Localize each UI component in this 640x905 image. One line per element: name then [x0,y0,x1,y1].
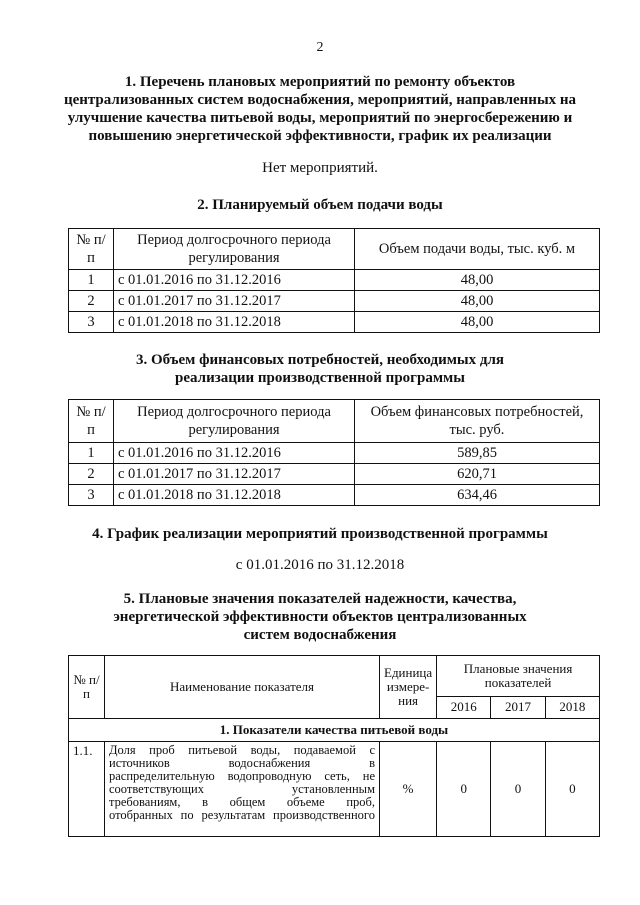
table-group-row: 1. Показатели качества питьевой воды [69,719,600,742]
finance-table [68,399,600,506]
table-row: 2 с 01.01.2017 по 31.12.2017 620,71 [69,464,600,485]
indicators-table [68,655,600,837]
section5-title: 5. Плановые значения показателей надежности, качества, энергетической эффективности объектов централизованных систем водоснабжения [113,591,527,643]
table-row: 1 с 01.01.2016 по 31.12.2016 48,00 [69,270,600,291]
section4-title: 4. График реализации мероприятий производственной программы [92,526,548,542]
table-row: 3 с 01.01.2018 по 31.12.2018 48,00 [69,312,600,333]
table-row: 1.1. Доля проб питьевой воды, подаваемой с источников водоснабжения в распределительную водопроводную сеть, не соответствующих установленным требованиям, в общем объеме проб, отобранных по результатам производственного % 0 0 0 [69,742,600,837]
section3-title: 3. Объем финансовых потребностей, необходимых для реализации производственной программы [135,352,505,386]
table-header: № п/п Наименование показателя Единица измере-ния Плановые значения показателей [69,656,600,697]
indicator-description: Доля проб питьевой воды, подаваемой с источников водоснабжения в распределительную водопроводную сеть, не соответствующих установленным требованиям, в общем объеме проб, отобранных по результатам производственного [105,742,380,837]
table-header: № п/п Период долгосрочного периода регулирования Объем подачи воды, тыс. куб. м [69,229,600,270]
section4-period: с 01.01.2016 по 31.12.2018 [235,557,405,573]
table-header-years: 2016 2017 2018 [69,696,600,718]
section1-note: Нет мероприятий. [262,160,378,176]
section1-title: 1. Перечень плановых мероприятий по ремонту объектов централизованных систем водоснабжения, мероприятий, направленных на улучшение качества питьевой воды, мероприятий по энергосбережению и повышению энергетической эффективности, график их реализации [63,74,577,144]
table-header: № п/п Период долгосрочного периода регулирования Объем финансовых потребностей, тыс. руб. [69,400,600,443]
table-row: 3 с 01.01.2018 по 31.12.2018 634,46 [69,485,600,506]
supply-table [68,228,600,333]
page-number: 2 [316,40,324,55]
section2-title: 2. Планируемый объем подачи воды [197,197,443,213]
table-row: 2 с 01.01.2017 по 31.12.2017 48,00 [69,291,600,312]
table-row: 1 с 01.01.2016 по 31.12.2016 589,85 [69,443,600,464]
